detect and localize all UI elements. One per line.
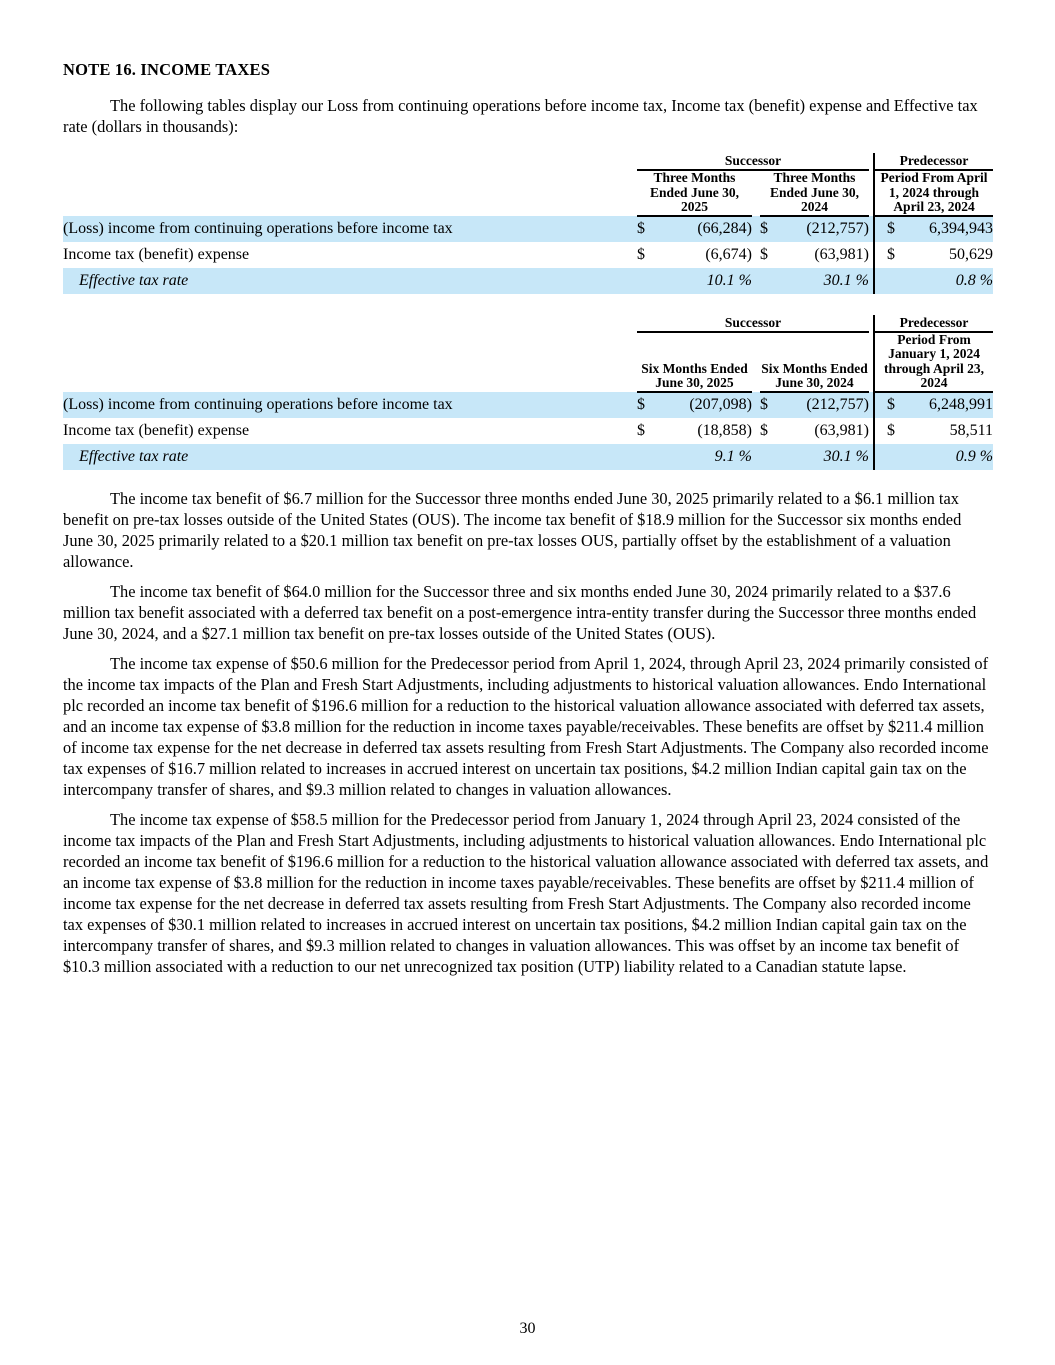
cell-value: 58,511 (949, 421, 994, 439)
currency-symbol: $ (874, 392, 898, 418)
currency-symbol: $ (637, 421, 645, 439)
row-label: (Loss) income from continuing operations before income tax (63, 392, 637, 418)
label-spacer (63, 170, 637, 216)
column-gap (752, 444, 760, 470)
column-gap (752, 418, 760, 444)
table-row-income-tax-expense (63, 242, 993, 268)
column-header-h1-2025: Six Months Ended June 30, 2025 (637, 332, 752, 392)
three-months-tax-table (63, 153, 993, 294)
row-label: (Loss) income from continuing operations before income tax (63, 216, 637, 242)
currency-symbol: $ (760, 421, 768, 439)
label-spacer (63, 332, 637, 392)
currency-symbol: $ (874, 418, 898, 444)
cell-value: (212,757) (780, 216, 869, 242)
table-row-pretax-income (63, 216, 993, 242)
row-label: Effective tax rate (63, 444, 637, 470)
column-header-row (63, 170, 993, 216)
column-gap (752, 170, 760, 216)
group-header-row (63, 315, 993, 332)
currency-symbol: $ (874, 216, 898, 242)
cell-value: 0.9 % (874, 444, 993, 470)
paragraph-q2-2025-benefit: The income tax benefit of $6.7 million for the Successor three months ended June 30, 2025 primarily related to a $6.1 million tax benefit on pre-tax losses outside of the United States (OUS). The income tax benefit of $18.9 million for the Successor six months ended June 30, 2025 primarily related to a $20.1 million tax benefit on pre-tax losses OUS, partially offset by the establishment of a valuation allowance. (63, 488, 962, 571)
row-label: Income tax (benefit) expense (63, 245, 250, 263)
table-row-pretax-income (63, 392, 993, 418)
currency-symbol: $ (637, 392, 657, 418)
column-gap (752, 268, 760, 294)
cell-value: (18,858) (697, 421, 752, 439)
table-row-income-tax-expense (63, 418, 993, 444)
cell-value: 10.1 % (637, 268, 752, 294)
cell-value: (6,674) (705, 245, 752, 263)
six-months-tax-table (63, 315, 993, 470)
successor-header: Successor (637, 153, 869, 170)
cell-value: (212,757) (780, 392, 869, 418)
cell-value: 30.1 % (760, 268, 869, 294)
predecessor-header: Predecessor (874, 315, 993, 332)
successor-header: Successor (637, 315, 869, 332)
currency-symbol: $ (760, 216, 780, 242)
paragraph-predecessor-january: The income tax expense of $58.5 million for the Predecessor period from January 1, 2024 through April 23, 2024 consisted of the income tax impacts of the Plan and Fresh Start Adjustments, including adjustments to historical valuation allowances. Endo International plc recorded an income tax benefit of $196.6 million for a reduction to the historical valuation allowance associated with deferred tax assets, and an income tax expense of $3.8 million for the reduction in income taxes payable/receivables. These benefits are offset by $211.4 million of income tax expense for the net decrease in deferred tax assets resulting from Fresh Start Adjustments. The Company also recorded income tax expenses of $30.1 million related to increases in accrued interest on uncertain tax positions, $4.2 million Indian capital gain tax on the intercompany transfer of shares, and $9.3 million related to changes in valuation allowances. This was offset by an income tax benefit of $10.3 million associated with a reduction to our net unrecognized tax position (UTP) liability related to a Canadian statute lapse. (63, 809, 989, 976)
currency-symbol: $ (760, 392, 780, 418)
row-label: Income tax (benefit) expense (63, 421, 250, 439)
cell-value: 6,394,943 (898, 216, 993, 242)
currency-symbol: $ (760, 245, 768, 263)
currency-symbol: $ (637, 245, 645, 263)
column-header-q2-2024: Three Months Ended June 30, 2024 (760, 170, 869, 216)
cell-value: (63,981) (814, 421, 869, 439)
column-header-q2-2025: Three Months Ended June 30, 2025 (637, 170, 752, 216)
group-header-row (63, 153, 993, 170)
paragraph-predecessor-april: The income tax expense of $50.6 million for the Predecessor period from April 1, 2024, through April 23, 2024 primarily consisted of the income tax impacts of the Plan and Fresh Start Adjustments, including adjustments to historical valuation allowances. Endo International plc recorded an income tax benefit of $196.6 million for a reduction to the historical valuation allowance associated with deferred tax assets, and an income tax expense of $3.8 million for the reduction in income taxes payable/receivables. These benefits are offset by $211.4 million of income tax expense for the net decrease in deferred tax assets resulting from Fresh Start Adjustments. The Company also recorded income tax expenses of $16.7 million related to increases in accrued interest on uncertain tax positions, $4.2 million Indian capital gain tax on the intercompany transfer of shares, and $9.3 million related to changes in valuation allowances. (63, 653, 989, 799)
cell-value: 0.8 % (874, 268, 993, 294)
currency-symbol: $ (874, 242, 898, 268)
column-gap (752, 332, 760, 392)
cell-value: 9.1 % (637, 444, 752, 470)
column-gap (752, 216, 760, 242)
note-heading: NOTE 16. INCOME TAXES (63, 60, 271, 79)
cell-value: 50,629 (949, 245, 994, 263)
predecessor-header: Predecessor (874, 153, 993, 170)
cell-value: 30.1 % (760, 444, 869, 470)
cell-value: 6,248,991 (898, 392, 993, 418)
column-header-h1-2024: Six Months Ended June 30, 2024 (760, 332, 869, 392)
table-row-effective-tax-rate (63, 444, 993, 470)
column-gap (752, 392, 760, 418)
paragraph-2024-benefit: The income tax benefit of $64.0 million for the Successor three and six months ended June 30, 2024 primarily related to a $37.6 million tax benefit associated with a deferred tax benefit on a post-emergence intra-entity transfer during the Successor three months ended June 30, 2024, and a $27.1 million tax benefit on pre-tax losses outside of the United States (OUS). (63, 581, 977, 643)
column-header-predecessor-period: Period From April 1, 2024 through April 23, 2024 (874, 170, 993, 216)
page-number: 30 (519, 1320, 536, 1337)
row-label: Effective tax rate (63, 268, 637, 294)
column-gap (752, 242, 760, 268)
column-header-row (63, 332, 993, 392)
label-spacer (63, 315, 637, 332)
column-header-predecessor-period: Period From January 1, 2024 through April 23, 2024 (874, 332, 993, 392)
intro-paragraph: The following tables display our Loss from continuing operations before income tax, Income tax (benefit) expense and Effective tax rate (dollars in thousands): (63, 96, 978, 136)
cell-value: (66,284) (657, 216, 752, 242)
currency-symbol: $ (637, 216, 657, 242)
cell-value: (207,098) (657, 392, 752, 418)
cell-value: (63,981) (814, 245, 869, 263)
table-row-effective-tax-rate (63, 268, 993, 294)
label-spacer (63, 153, 637, 170)
